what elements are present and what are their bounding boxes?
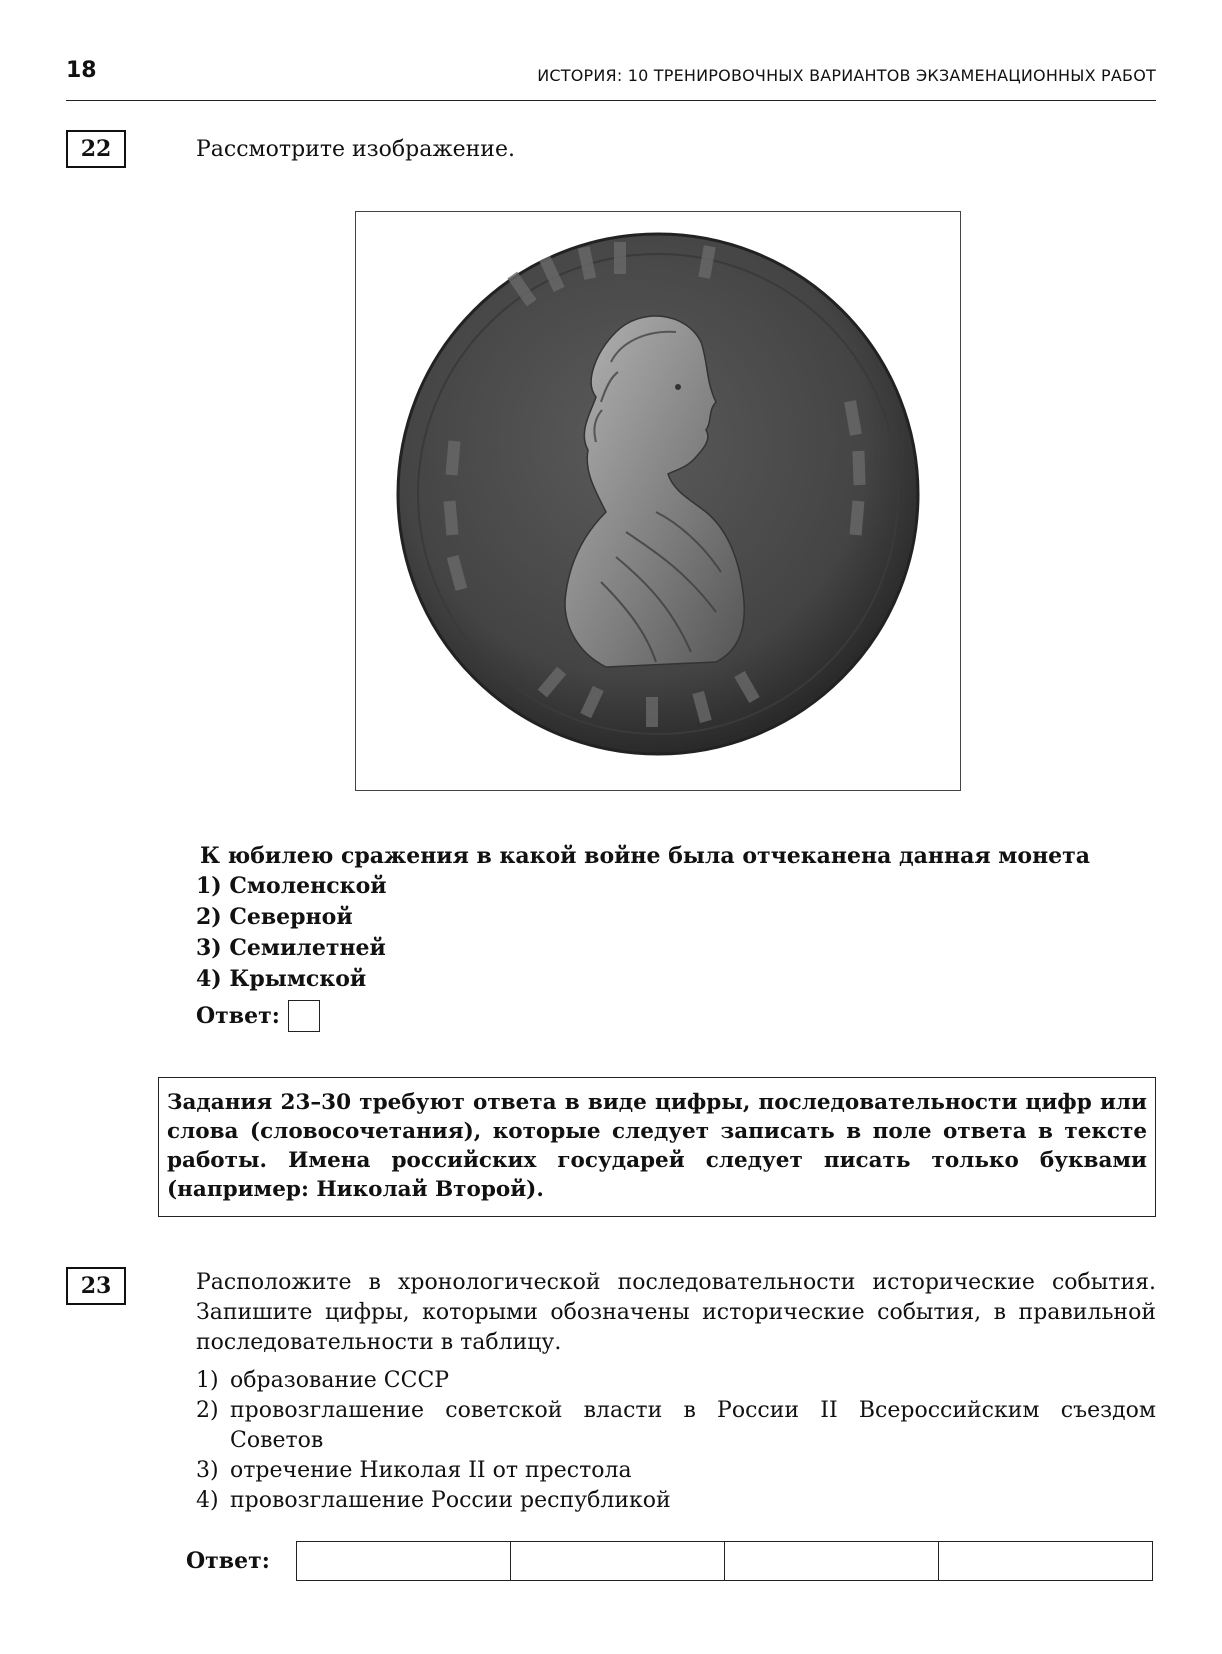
answer-table [296, 1541, 1153, 1581]
coin-portrait-image [356, 212, 960, 790]
list-item: 1) образование СССР [196, 1368, 450, 1393]
instructions-box [158, 1077, 1156, 1217]
task-22-answer [196, 1000, 320, 1032]
answer-label: Ответ: [186, 1548, 270, 1574]
task-22-options [196, 871, 387, 995]
answer-cell-2[interactable] [511, 1542, 725, 1580]
answer-label: Ответ: [196, 1003, 280, 1029]
answer-cell-4[interactable] [939, 1542, 1152, 1580]
option-2: 2) Северной [196, 904, 353, 930]
instructions-text: Задания 23–30 требуют ответа в виде цифры, последовательности цифр или слова (словосочетания), которые следует записать в поле ответа в тексте работы. Имена российских государей следует писать только буквами (например: Николай Второй). [167, 1090, 1147, 1202]
task-23-list [196, 1366, 1156, 1516]
list-item: 4) провозглашение России республикой [196, 1488, 671, 1513]
task-23-text: Расположите в хронологической последовательности исторические события. Запишите цифры, которыми обозначены исторические события, в правильной последовательности в таблицу. [196, 1270, 1156, 1355]
option-3: 3) Семилетней [196, 935, 386, 961]
answer-cell-3[interactable] [725, 1542, 939, 1580]
list-item: 2) провозглашение советской власти в России II Всероссийским съездом Советов [196, 1398, 1156, 1453]
task-22-number: 22 [66, 130, 126, 168]
option-1: 1) Смоленской [196, 873, 387, 899]
coin-figure [355, 211, 961, 791]
answer-cell-1[interactable] [297, 1542, 511, 1580]
task-22-prompt: Рассмотрите изображение. [196, 137, 515, 162]
option-4: 4) Крымской [196, 966, 367, 992]
running-title: ИСТОРИЯ: 10 ТРЕНИРОВОЧНЫХ ВАРИАНТОВ ЭКЗАМЕНАЦИОННЫХ РАБОТ [537, 66, 1156, 85]
task-22-question: К юбилею сражения в какой войне была отчеканена данная монета [200, 843, 1091, 869]
task-23-number: 23 [66, 1267, 126, 1305]
answer-box[interactable] [288, 1000, 320, 1032]
header-rule [66, 100, 1156, 101]
list-item: 3) отречение Николая II от престола [196, 1458, 632, 1483]
task-23-answer [186, 1541, 1153, 1581]
page-number: 18 [66, 58, 97, 83]
